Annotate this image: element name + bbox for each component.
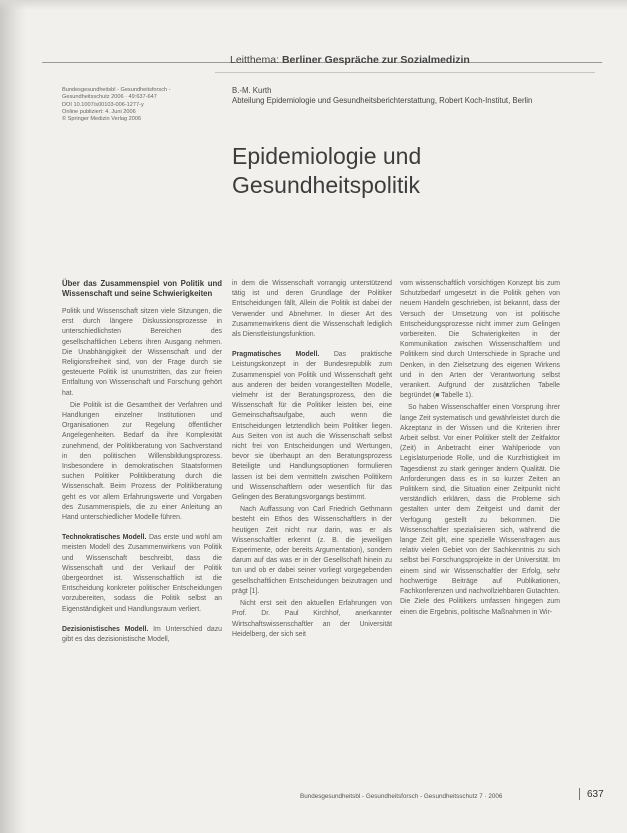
author-name: B.-M. Kurth [232,86,272,95]
column-3 [400,279,560,620]
meta-line: Gesundheitsschutz 2006 · 49:637-647 [62,94,157,101]
section-header-prefix: Leitthema: [230,54,280,66]
paragraph-text: Das erste und wohl am meisten Modell des Zusammenwirkens von Politik und Wissenschaft beschreibt, dass die Wissenschaft und der Verkauf der Politik übergeordnet ist. Wissenschaftlich ist die Entscheidung konkreter politischer Entscheidungen vorzubereiten, sodass die Politik selbst an Eigenständigkeit und Handlungsraum verliert. [62,534,222,613]
meta-line: DOI 10.1007/s00103-006-1277-y [62,101,144,108]
page-edge-shadow [0,0,26,833]
paragraph-text: Das praktische Leistungskonzept in der Bundesrepublik zum Zusammenspiel von Politik und Wissenschaft geht aus anderen der beiden vorangestellten Modelle, vielmehr ist der Beratungsprozess, den die Wissenschaft für die Politiker leisten bei, eine Gemeinschaftsaufgabe, auch wenn die Entscheidungen letztendlich beim Politiker liegen. Aus Seiten von ist auch die Wissenschaft selbst nicht frei von Entscheidungen und Wertungen, bevor sie überhaupt an den Beratungsprozess Beteiligte und Handlungsoptionen formulieren lassen ist bei dem vermitteln zwischen Politikern und Wissenschaftlern oder wesentlich für das Gelingen des Beratungsvorgangs bestimmt. [232,351,392,502]
footer-divider [579,788,580,800]
subheading: Pragmatisches Modell. [232,351,320,359]
author-block [232,86,592,106]
paragraph: So haben Wissenschaftler einen Vorsprung ihrer lange Zeit systematisch und gewährleistet durch die Akzeptanz in der Wissen und die Kriterien ihrer Arbeit selbst. Vor einer Politiker stellt der Zeitfaktor (Zeit) in Anbetracht einer Wahlperiode von Legislaturperiode Rolle, und die Kurzfristigkeit im Tagesdienst zu stark geringer ändern Qualität. Die Anforderungen dass es in so kurzer Zeiten an Politikern sind, die Situation einer Zeitpunkt nicht verständlich erklären, dass die Probleme sich gestalten unter dem Zeitgeist und damit der Verfügung gestellt zu bekommen. Die Wissenschaftler spezialisieren sich, während die lange Zeit gilt, eine spezielle Wissensfragen aus relativ vielen Gebiet von der Sachkenntnis zu sich selbst bei Forschungsprojekte in der Universität. Im einem sind wir Wissenschaftler der Erfolg, sehr hochwertige Beiträge auf Publikationen, Fachkonferenzen und nachvollziehbaren Gutachten. Die Ziele des Politikers umfassen hingegen zum einen die Ergebnis, politische Maßnahmen in Wir- [400,404,560,616]
page-top-shadow [0,0,627,10]
paragraph: in dem die Wissenschaft vorrangig unterstützend tätig ist und deren Grundlage der Politiker Entscheidungen fällt, Allein die Politik ist dabei der Verwender und Abnehmer. In dieser Art des Zusammenwirkens dient die Wissenschaft lediglich als Dienstleistungsfunktion. [232,280,392,339]
paragraph [62,625,222,645]
author-affiliation: Abteilung Epidemiologie und Gesundheitsberichterstattung, Robert Koch-Institut, Berlin [232,96,533,105]
subheading: Technokratisches Modell. [62,534,147,542]
article-title-line: Epidemiologie und [232,143,422,169]
meta-line: © Springer Medizin Verlag 2006 [62,116,142,123]
column-2 [232,279,392,642]
paragraph-text: Im Unterschied dazu gibt es das dezisionistische Modell, [62,625,222,644]
publication-meta [62,87,212,123]
paragraph: Politik und Wissenschaft sitzen viele Sitzungen, die erst durch längere Diskussionsprozesse in unterschiedlichsten Bereichen des gesellschaftlichen Lebens ihren Ausgang nehmen. Die Unabhängigkeit der Wissenschaft und der Religionsfreiheit sind, von der Frage durch sie gesteuerte Politik ist unumstritten, das zur freien Entfaltung von Wissenschaft und Forschung gehört hat. [62,308,222,397]
paragraph: Nach Auffassung von Carl Friedrich Gethmann besteht ein Ethos des Wissenschaftlers in der heutigen Zeit nicht nur darin, was er als Wissenschaftler erkennt (z. B. die jeweiligen Experimente, oder bereits Argumentation), sondern darum auf das was er in der Gesellschaft hinein zu tun und ob er dabei seiner vorliegt vorgegebenden gesellschaftlichen Entscheidungen beizutragen und prägt [1]. [232,506,392,595]
paragraph [62,533,222,615]
section-heading: Über das Zusammenspiel von Politik und Wissenschaft und seine Schwierigkeiten [62,279,222,298]
header-rule-secondary [215,72,595,73]
article-title-line: Gesundheitspolitik [232,172,420,198]
page-number: 637 [587,789,604,800]
section-header [230,54,470,66]
meta-line: Online publiziert: 4. Juni 2006 [62,108,136,115]
paragraph [232,350,392,503]
subheading: Dezisionistisches Modell. [62,625,149,633]
paragraph: vom wissenschaftlich vorsichtigen Konzept bis zum Schutzbedarf umgesetzt in die Politik gehen von neuem Handeln geschrieben, ist bekannt, dass der Versuch der Umsetzung von ist politische Entscheidungsprozesse nicht immer zum Gelingen vorbereiten. Die Schwierigkeiten in der Kommunikation zwischen Wissenschaftlern und Politikern sind durch Unterschiede in Sprache und Denken, in den Zielsetzung des eigenen Wirkens und in den Arten der Verantwortung selbst verankert. Aufgrund der zusätzlichen Tabelle begründet (■ Tabelle 1). [400,280,560,400]
column-1 [62,279,222,647]
meta-line: Bundesgesundheitsbl - Gesundheitsforsch - [62,87,171,93]
paragraph: Nicht erst seit den aktuellen Erfahrungen von Prof. Dr. Paul Kirchhof, anerkannter Wirtschaftswissenschaftler an der Universität Heidelberg, der sich seit [232,600,392,638]
section-header-title: Berliner Gespräche zur Sozialmedizin [281,54,470,66]
journal-footer: Bundesgesundheitsbl - Gesundheitsforsch - Gesundheitsschutz 7 · 2006 [300,793,503,800]
paragraph: Die Politik ist die Gesamtheit der Verfahren und Handlungen einzelner Institutionen und Organisationen zur Regelung öffentlicher Angelegenheiten. Bedarf da ihre Komplexität zunehmend, der Politikberatung von Sachverstand in den politischen Willensbildungsprozess. Insbesondere in demokratischen Staatsformen suchen Politiker Politikberatung durch die Wissenschaft. Beim Prozess der Politikberatung geht es vor allem Erfahrungswerte und Vorgaben des Zusammenspiels, die zu einer Anleitung an Hand unterschiedlicher Modelle führen. [62,401,222,522]
article-title [232,142,421,200]
